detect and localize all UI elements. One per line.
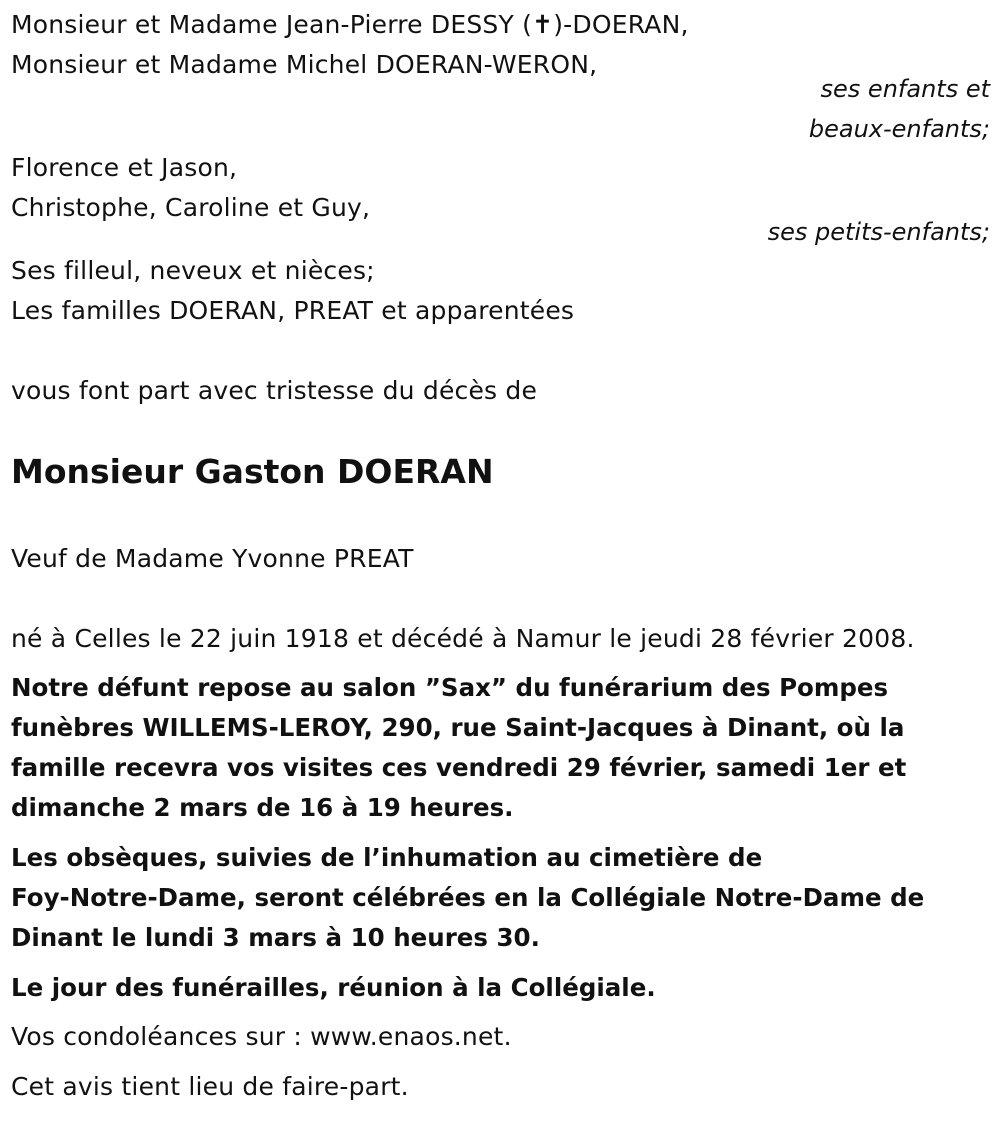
family-line-4: Christophe, Caroline et Guy, bbox=[11, 193, 371, 222]
repose-line-1: Notre défunt repose au salon ”Sax” du funérarium des Pompes bbox=[11, 673, 889, 702]
role-children-2: beaux-enfants; bbox=[808, 115, 990, 143]
family-line-3: Florence et Jason, bbox=[11, 153, 238, 182]
repose-paragraph bbox=[11, 668, 971, 828]
widower-line: Veuf de Madame Yvonne PREAT bbox=[11, 544, 414, 573]
family-line-2: Monsieur et Madame Michel DOERAN-WERON, bbox=[11, 50, 598, 79]
family-line-1: Monsieur et Madame Jean-Pierre DESSY (✝)-DOERAN, bbox=[11, 10, 689, 39]
obseques-paragraph bbox=[11, 838, 971, 958]
role-children-1: ses enfants et bbox=[820, 75, 990, 103]
obseques-line-3: Dinant le lundi 3 mars à 10 heures 30. bbox=[11, 923, 540, 952]
condolences-line: Vos condoléances sur : www.enaos.net. bbox=[11, 1022, 512, 1051]
deceased-name: Monsieur Gaston DOERAN bbox=[11, 452, 494, 491]
dates-line: né à Celles le 22 juin 1918 et décédé à Namur le jeudi 28 février 2008. bbox=[11, 624, 915, 653]
family-line-5: Ses filleul, neveux et nièces; bbox=[11, 256, 375, 285]
reunion-line: Le jour des funérailles, réunion à la Collégiale. bbox=[11, 973, 656, 1002]
family-line-6: Les familles DOERAN, PREAT et apparentées bbox=[11, 296, 575, 325]
repose-line-4: dimanche 2 mars de 16 à 19 heures. bbox=[11, 793, 514, 822]
repose-line-2: funèbres WILLEMS-LEROY, 290, rue Saint-Jacques à Dinant, où la bbox=[11, 713, 905, 742]
announcement: vous font part avec tristesse du décès de bbox=[11, 376, 538, 405]
repose-line-3: famille recevra vos visites ces vendredi 29 février, samedi 1er et bbox=[11, 753, 907, 782]
notice-line: Cet avis tient lieu de faire-part. bbox=[11, 1072, 409, 1101]
obseques-line-2: Foy-Notre-Dame, seront célébrées en la Collégiale Notre-Dame de bbox=[11, 883, 925, 912]
role-grandchildren: ses petits-enfants; bbox=[767, 218, 990, 246]
obseques-line-1: Les obsèques, suivies de l’inhumation au cimetière de bbox=[11, 843, 763, 872]
